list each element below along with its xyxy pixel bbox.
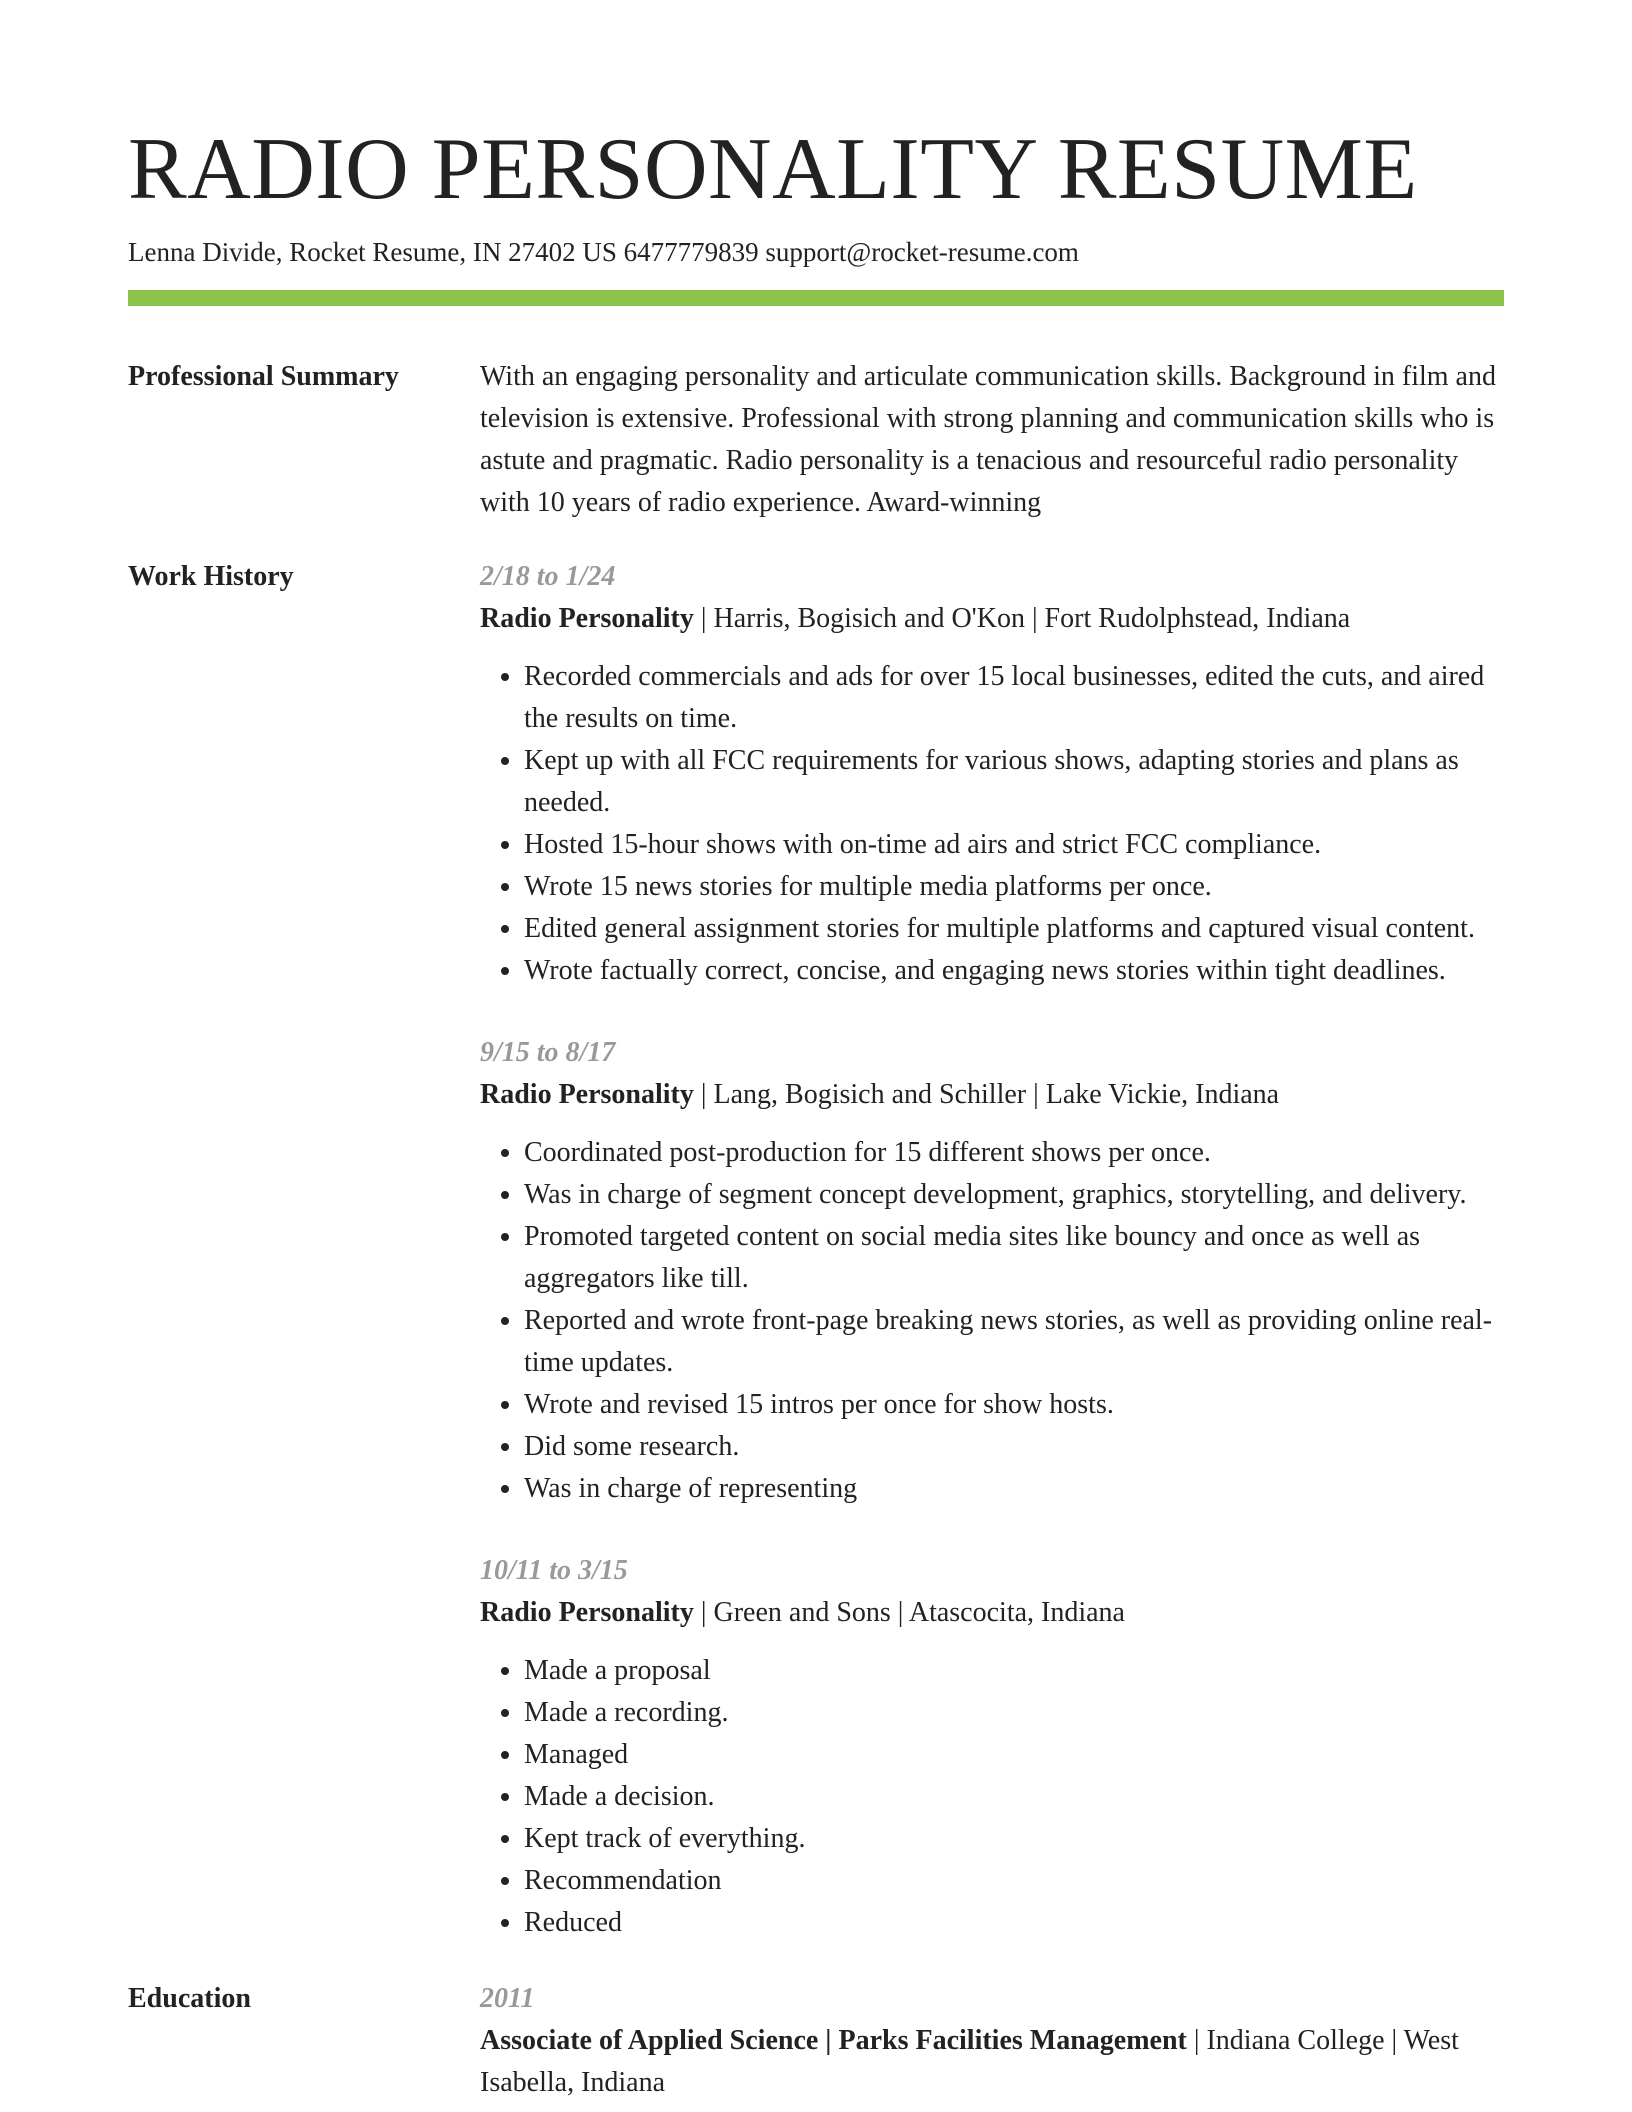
education-date: 2011 (480, 1983, 535, 2014)
job-bullets (480, 1650, 1504, 1944)
list-item: • Did some research. (524, 1426, 1504, 1468)
list-item: • Reduced (524, 1902, 1504, 1944)
list-item: • Recorded commercials and ads for over 15 local businesses, edited the cuts, and aired the results on time. (524, 656, 1504, 740)
summary-text: With an engaging personality and articulate communication skills. Background in film and television is extensive. Professional with strong planning and communication skills who is astute and pragmatic. Radio personality is a tenacious and resourceful radio personality with 10 years of radio experience. Award-winning (480, 361, 1496, 518)
list-item: • Kept up with all FCC requirements for various shows, adapting stories and plans as needed. (524, 740, 1504, 824)
job-entry (480, 556, 1504, 992)
list-item: • Made a proposal (524, 1650, 1504, 1692)
job-details: | Lang, Bogisich and Schiller | Lake Vickie, Indiana (693, 1079, 1280, 1110)
education-header (480, 2020, 1504, 2104)
accent-divider (128, 290, 1504, 306)
job-details: | Harris, Bogisich and O'Kon | Fort Rudolphstead, Indiana (693, 603, 1351, 634)
education-body (480, 1978, 1504, 2104)
list-item: • Hosted 15-hour shows with on-time ad airs and strict FCC compliance. (524, 824, 1504, 866)
job-header (480, 1074, 1504, 1116)
list-item: • Recommendation (524, 1860, 1504, 1902)
list-item: • Promoted targeted content on social media sites like bouncy and once as well as aggregators like till. (524, 1216, 1504, 1300)
work-history-section (128, 556, 1504, 1944)
job-bullets (480, 1132, 1504, 1510)
list-item: • Made a recording. (524, 1692, 1504, 1734)
section-label-summary: Professional Summary (128, 361, 399, 392)
resume-page (128, 118, 1504, 2104)
work-history-body (480, 556, 1504, 1944)
job-date: 9/15 to 8/17 (480, 1037, 616, 1068)
list-item: • Kept track of everything. (524, 1818, 1504, 1860)
job-entry (480, 1032, 1504, 1510)
list-item: • Reported and wrote front-page breaking news stories, as well as providing online real-time updates. (524, 1300, 1504, 1384)
job-header (480, 598, 1504, 640)
job-date: 2/18 to 1/24 (480, 561, 616, 592)
job-date: 10/11 to 3/15 (480, 1555, 628, 1586)
job-header (480, 1592, 1504, 1634)
list-item: • Wrote and revised 15 intros per once for show hosts. (524, 1384, 1504, 1426)
list-item: • Coordinated post-production for 15 different shows per once. (524, 1132, 1504, 1174)
professional-summary-section (128, 356, 1504, 524)
list-item: • Was in charge of segment concept development, graphics, storytelling, and delivery. (524, 1174, 1504, 1216)
section-label-work: Work History (128, 561, 294, 592)
list-item: • Edited general assignment stories for multiple platforms and captured visual content. (524, 908, 1504, 950)
list-item: • Wrote factually correct, concise, and engaging news stories within tight deadlines. (524, 950, 1504, 992)
list-item: • Wrote 15 news stories for multiple media platforms per once. (524, 866, 1504, 908)
job-title: Radio Personality (480, 1079, 694, 1110)
job-bullets (480, 656, 1504, 992)
job-title: Radio Personality (480, 603, 694, 634)
contact-line: Lenna Divide, Rocket Resume, IN 27402 US 6477779839 support@rocket-resume.com (128, 237, 1079, 267)
job-details: | Green and Sons | Atascocita, Indiana (693, 1597, 1125, 1628)
resume-title: RADIO PERSONALITY RESUME (128, 121, 1418, 218)
list-item: • Made a decision. (524, 1776, 1504, 1818)
education-section (128, 1978, 1504, 2104)
job-title: Radio Personality (480, 1597, 694, 1628)
job-entry (480, 1550, 1504, 1944)
list-item: • Managed (524, 1734, 1504, 1776)
section-label-education: Education (128, 1983, 251, 2014)
education-details: | Indiana College | West Isabella, Indiana (480, 2025, 1459, 2098)
education-degree: Associate of Applied Science | Parks Facilities Management (480, 2025, 1187, 2056)
list-item: • Was in charge of representing (524, 1468, 1504, 1510)
